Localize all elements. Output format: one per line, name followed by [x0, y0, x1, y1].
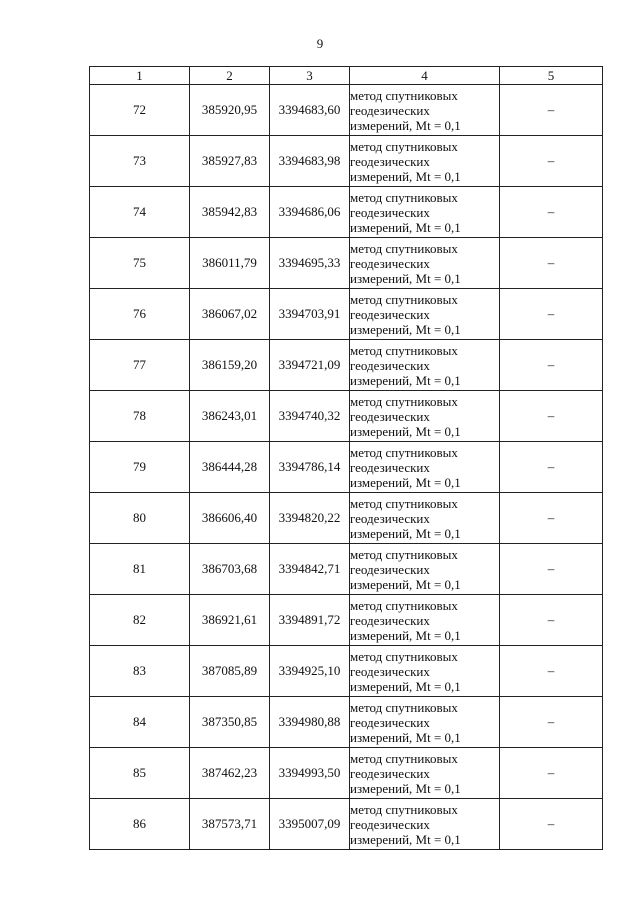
- table-row: [90, 493, 603, 544]
- method-cell: [350, 748, 500, 799]
- method-line: метод спутниковых: [350, 495, 458, 511]
- x-coordinate-cell: 386921,61: [190, 595, 270, 646]
- y-coordinate-cell: 3394721,09: [270, 340, 350, 391]
- y-coordinate-cell: 3395007,09: [270, 799, 350, 850]
- method-line: метод спутниковых: [350, 393, 458, 409]
- table-row: [90, 748, 603, 799]
- point-number-cell: 80: [90, 493, 190, 544]
- y-coordinate-cell: 3394683,98: [270, 136, 350, 187]
- note-cell: –: [500, 646, 603, 697]
- x-coordinate-cell: 386243,01: [190, 391, 270, 442]
- y-coordinate-cell: 3394980,88: [270, 697, 350, 748]
- x-coordinate-cell: 386703,68: [190, 544, 270, 595]
- method-line: метод спутниковых: [350, 138, 458, 154]
- point-number-cell: 86: [90, 799, 190, 850]
- note-cell: –: [500, 493, 603, 544]
- x-coordinate-cell: 386159,20: [190, 340, 270, 391]
- page-number: 9: [316, 36, 324, 51]
- table-header-row: [90, 67, 603, 85]
- header-cell-1: 1: [90, 67, 190, 85]
- point-number-cell: 76: [90, 289, 190, 340]
- method-cell: [350, 340, 500, 391]
- x-coordinate-cell: 386606,40: [190, 493, 270, 544]
- method-line: измерений, Mt = 0,1: [350, 423, 461, 439]
- method-line: измерений, Mt = 0,1: [350, 117, 461, 133]
- y-coordinate-cell: 3394786,14: [270, 442, 350, 493]
- method-line: измерений, Mt = 0,1: [350, 474, 461, 490]
- y-coordinate-cell: 3394695,33: [270, 238, 350, 289]
- method-line: измерений, Mt = 0,1: [350, 168, 461, 184]
- method-line: измерений, Mt = 0,1: [350, 831, 461, 847]
- y-coordinate-cell: 3394820,22: [270, 493, 350, 544]
- point-number-cell: 74: [90, 187, 190, 238]
- x-coordinate-cell: 385920,95: [190, 85, 270, 136]
- y-coordinate-cell: 3394740,32: [270, 391, 350, 442]
- y-coordinate-cell: 3394703,91: [270, 289, 350, 340]
- method-line: метод спутниковых: [350, 240, 458, 256]
- header-cell-3: 3: [270, 67, 350, 85]
- method-line: метод спутниковых: [350, 801, 458, 817]
- method-line: метод спутниковых: [350, 546, 458, 562]
- method-line: измерений, Mt = 0,1: [350, 270, 461, 286]
- method-cell: [350, 391, 500, 442]
- table-row: [90, 391, 603, 442]
- note-cell: –: [500, 136, 603, 187]
- method-line: измерений, Mt = 0,1: [350, 780, 461, 796]
- point-number-cell: 81: [90, 544, 190, 595]
- note-cell: –: [500, 238, 603, 289]
- method-line: геодезических: [350, 561, 430, 577]
- method-line: метод спутниковых: [350, 87, 458, 103]
- method-cell: [350, 595, 500, 646]
- point-number-cell: 82: [90, 595, 190, 646]
- x-coordinate-cell: 385942,83: [190, 187, 270, 238]
- method-line: метод спутниковых: [350, 189, 458, 205]
- x-coordinate-cell: 387573,71: [190, 799, 270, 850]
- y-coordinate-cell: 3394683,60: [270, 85, 350, 136]
- table-row: [90, 340, 603, 391]
- point-number-cell: 73: [90, 136, 190, 187]
- point-number-cell: 83: [90, 646, 190, 697]
- table-row: [90, 697, 603, 748]
- method-line: геодезических: [350, 765, 430, 781]
- x-coordinate-cell: 386067,02: [190, 289, 270, 340]
- method-line: измерений, Mt = 0,1: [350, 372, 461, 388]
- x-coordinate-cell: 387350,85: [190, 697, 270, 748]
- method-cell: [350, 187, 500, 238]
- point-number-cell: 72: [90, 85, 190, 136]
- point-number-cell: 78: [90, 391, 190, 442]
- method-line: геодезических: [350, 816, 430, 832]
- table-row: [90, 799, 603, 850]
- method-cell: [350, 85, 500, 136]
- method-line: метод спутниковых: [350, 750, 458, 766]
- method-line: измерений, Mt = 0,1: [350, 576, 461, 592]
- method-line: геодезических: [350, 204, 430, 220]
- x-coordinate-cell: 387085,89: [190, 646, 270, 697]
- method-line: метод спутниковых: [350, 291, 458, 307]
- method-cell: [350, 442, 500, 493]
- method-line: геодезических: [350, 663, 430, 679]
- method-line: геодезических: [350, 357, 430, 373]
- header-cell-5: 5: [500, 67, 603, 85]
- method-line: измерений, Mt = 0,1: [350, 321, 461, 337]
- method-cell: [350, 238, 500, 289]
- method-line: измерений, Mt = 0,1: [350, 678, 461, 694]
- method-line: измерений, Mt = 0,1: [350, 525, 461, 541]
- table-row: [90, 85, 603, 136]
- note-cell: –: [500, 595, 603, 646]
- method-cell: [350, 697, 500, 748]
- method-cell: [350, 136, 500, 187]
- note-cell: –: [500, 544, 603, 595]
- method-cell: [350, 544, 500, 595]
- x-coordinate-cell: 386011,79: [190, 238, 270, 289]
- method-line: геодезических: [350, 255, 430, 271]
- y-coordinate-cell: 3394686,06: [270, 187, 350, 238]
- y-coordinate-cell: 3394993,50: [270, 748, 350, 799]
- table-row: [90, 136, 603, 187]
- table-row: [90, 595, 603, 646]
- method-line: метод спутниковых: [350, 648, 458, 664]
- note-cell: –: [500, 85, 603, 136]
- method-cell: [350, 646, 500, 697]
- method-line: измерений, Mt = 0,1: [350, 627, 461, 643]
- table-row: [90, 544, 603, 595]
- table-row: [90, 187, 603, 238]
- method-line: метод спутниковых: [350, 342, 458, 358]
- note-cell: –: [500, 799, 603, 850]
- y-coordinate-cell: 3394842,71: [270, 544, 350, 595]
- header-cell-4: 4: [350, 67, 500, 85]
- x-coordinate-cell: 386444,28: [190, 442, 270, 493]
- method-line: метод спутниковых: [350, 444, 458, 460]
- method-line: геодезических: [350, 459, 430, 475]
- note-cell: –: [500, 697, 603, 748]
- method-line: геодезических: [350, 153, 430, 169]
- x-coordinate-cell: 385927,83: [190, 136, 270, 187]
- method-line: геодезических: [350, 408, 430, 424]
- note-cell: –: [500, 748, 603, 799]
- table-row: [90, 238, 603, 289]
- method-cell: [350, 493, 500, 544]
- table-body: [90, 67, 603, 850]
- coordinates-table: [89, 66, 603, 850]
- method-line: метод спутниковых: [350, 597, 458, 613]
- method-line: геодезических: [350, 102, 430, 118]
- table-row: [90, 646, 603, 697]
- header-cell-2: 2: [190, 67, 270, 85]
- point-number-cell: 84: [90, 697, 190, 748]
- point-number-cell: 85: [90, 748, 190, 799]
- table-row: [90, 289, 603, 340]
- method-line: геодезических: [350, 612, 430, 628]
- method-line: метод спутниковых: [350, 699, 458, 715]
- note-cell: –: [500, 289, 603, 340]
- note-cell: –: [500, 340, 603, 391]
- method-line: геодезических: [350, 306, 430, 322]
- y-coordinate-cell: 3394891,72: [270, 595, 350, 646]
- note-cell: –: [500, 391, 603, 442]
- point-number-cell: 75: [90, 238, 190, 289]
- note-cell: –: [500, 442, 603, 493]
- point-number-cell: 77: [90, 340, 190, 391]
- table-row: [90, 442, 603, 493]
- note-cell: –: [500, 187, 603, 238]
- method-cell: [350, 289, 500, 340]
- method-cell: [350, 799, 500, 850]
- method-line: геодезических: [350, 714, 430, 730]
- point-number-cell: 79: [90, 442, 190, 493]
- y-coordinate-cell: 3394925,10: [270, 646, 350, 697]
- method-line: измерений, Mt = 0,1: [350, 729, 461, 745]
- x-coordinate-cell: 387462,23: [190, 748, 270, 799]
- method-line: измерений, Mt = 0,1: [350, 219, 461, 235]
- method-line: геодезических: [350, 510, 430, 526]
